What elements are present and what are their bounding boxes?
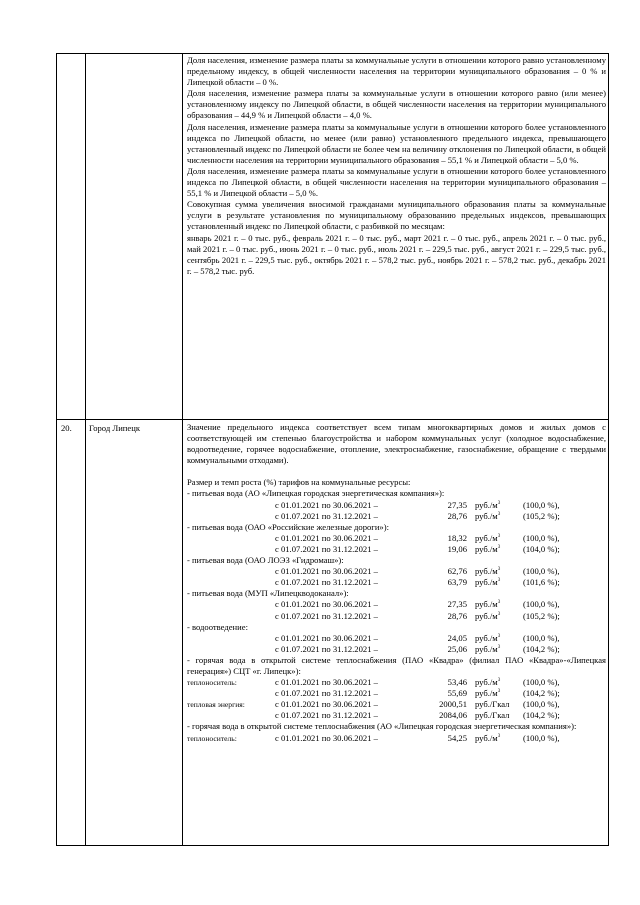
tariff-unit-text: руб./м xyxy=(475,732,498,743)
paragraph: Доля населения, изменение размера платы за коммунальные услуги в отношении которого более установленного индекса по Липецкой области, в общей численности населения на территории муниципального образования – 55,1 % и Липецкой области – 5,0 %. xyxy=(187,165,606,199)
tariff-growth-percent: (100,0 %), xyxy=(523,632,560,643)
tariff-value: 28,76 xyxy=(447,510,467,521)
cubic-superscript: 3 xyxy=(497,578,501,584)
tariff-resource-label xyxy=(187,599,275,610)
paragraph: Доля населения, изменение размера платы за коммунальные услуги в отношении которого равно установленному предельному индексу, в общей численности населения на территории муниципального образования – 0 % и Липецкой области – 0 %. xyxy=(187,55,606,88)
tariff-unit-text: руб./м xyxy=(475,532,498,543)
tariff-period: с 01.07.2021 по 31.12.2021 – xyxy=(275,688,378,699)
tariff-resource-label xyxy=(187,500,275,511)
tariff-period: с 01.07.2021 по 31.12.2021 – xyxy=(275,610,378,621)
tariff-value: 27,35 xyxy=(447,499,467,510)
tariff-group-heading: - горячая вода в открытой системе теплоснабжения (ПАО «Квадра» (филиал ПАО «Квадра»-«Липецкая генерация») СЦТ «г. Липецк»): xyxy=(187,654,606,676)
tariff-row xyxy=(187,710,606,721)
tariff-value: 55,69 xyxy=(447,688,467,699)
tariff-row xyxy=(187,500,606,511)
tariff-resource-label xyxy=(187,544,275,555)
tariff-unit xyxy=(475,611,523,622)
tariff-unit xyxy=(475,566,523,577)
tariff-resource-label xyxy=(187,533,275,544)
tariff-row xyxy=(187,677,606,688)
tariff-value: 25,06 xyxy=(447,643,467,654)
tariff-period: с 01.07.2021 по 31.12.2021 – xyxy=(275,510,378,521)
cubic-superscript: 3 xyxy=(497,533,501,539)
tariff-unit-text: руб./м xyxy=(475,632,498,643)
tariff-growth-percent: (104,2 %); xyxy=(523,688,560,699)
tariff-growth-percent: (100,0 %), xyxy=(523,499,560,510)
tariff-unit xyxy=(475,677,523,688)
paragraph: Доля населения, изменение размера платы за коммунальные услуги в отношении которого более установленного индекса по Липецкой области, но менее (или равно) установленного предельного индекса, превышающего установленный индекс по Липецкой области не более чем на величину отклонения по Липецкой области, в общей численности населения на территории муниципального образования – 55,1 % и Липецкой области – 5,0 %. xyxy=(187,121,606,165)
tariff-growth-percent: (100,0 %), xyxy=(523,532,560,543)
tariff-resource-label xyxy=(187,688,275,699)
tariff-resource-label xyxy=(187,710,275,721)
tariff-growth-percent: (104,2 %); xyxy=(523,643,560,654)
tariff-unit xyxy=(475,533,523,544)
tariff-unit xyxy=(475,599,523,610)
tariff-unit-text: руб./м xyxy=(475,643,498,654)
cubic-superscript: 3 xyxy=(497,689,501,695)
tariff-row xyxy=(187,566,606,577)
cubic-superscript: 3 xyxy=(497,544,501,550)
document-table xyxy=(56,53,609,846)
tariff-group xyxy=(187,655,606,722)
tariff-row xyxy=(187,599,606,610)
tariff-unit-text: руб./м xyxy=(475,677,498,688)
tariff-period: с 01.01.2021 по 30.06.2021 – xyxy=(275,632,378,643)
tariff-unit-text: руб./м xyxy=(475,577,498,588)
row-divider xyxy=(57,419,608,420)
tariff-group-heading: - водоотведение: xyxy=(187,621,248,632)
tariff-value: 28,76 xyxy=(447,610,467,621)
tariff-unit xyxy=(475,644,523,655)
tariff-unit-text: руб./м xyxy=(475,543,498,554)
tariff-value: 54,25 xyxy=(447,732,467,743)
tariff-unit-text: руб./м xyxy=(475,566,498,577)
tariff-group-heading: - питьевая вода (ОАО «Российские железные дороги»): xyxy=(187,521,389,532)
tariff-period: с 01.01.2021 по 30.06.2021 – xyxy=(275,732,378,743)
rates-heading: Размер и темп роста (%) тарифов на коммунальные ресурсы: xyxy=(187,477,411,488)
tariff-growth-percent: (100,0 %), xyxy=(523,732,560,743)
cubic-superscript: 3 xyxy=(497,567,501,573)
tariff-value: 2084,06 xyxy=(439,710,467,721)
tariff-group-heading: - горячая вода в открытой системе теплоснабжения (АО «Липецкая городская энергетическая компания»): xyxy=(187,721,577,732)
tariff-resource-label xyxy=(187,566,275,577)
tariff-value: 62,76 xyxy=(447,566,467,577)
tariff-groups xyxy=(187,488,606,743)
tariff-row xyxy=(187,511,606,522)
cubic-superscript: 3 xyxy=(497,633,501,639)
cubic-superscript: 3 xyxy=(497,733,501,739)
tariff-row xyxy=(187,644,606,655)
municipality-name: Город Липецк xyxy=(89,423,140,433)
tariff-resource-label: теплоноситель: xyxy=(187,733,237,743)
tariff-row xyxy=(187,577,606,588)
tariff-group xyxy=(187,721,606,743)
tariff-value: 24,05 xyxy=(447,632,467,643)
tariff-unit xyxy=(475,511,523,522)
tariff-group xyxy=(187,622,606,655)
tariff-period: с 01.01.2021 по 30.06.2021 – xyxy=(275,599,378,610)
tariff-period: с 01.01.2021 по 30.06.2021 – xyxy=(275,566,378,577)
tariff-group xyxy=(187,522,606,555)
tariff-value: 18,32 xyxy=(447,532,467,543)
tariff-growth-percent: (100,0 %), xyxy=(523,599,560,610)
column-divider xyxy=(85,54,86,845)
tariff-unit-text: руб./м xyxy=(475,688,498,699)
tariff-value: 63,79 xyxy=(447,577,467,588)
paragraph: январь 2021 г. – 0 тыс. руб., февраль 2021 г. – 0 тыс. руб., март 2021 г. – 0 тыс. руб., апрель 2021 г. – 0 тыс. руб., май 2021 г. – 0 тыс. руб., июнь 2021 г. – 0 тыс. руб., июль 2021 г. – 229,5 тыс. руб., август 2021 г. – 229,5 тыс. руб., сентябрь 2021 г. – 229,5 тыс. руб., октябрь 2021 г. – 578,2 тыс. руб., ноябрь 2021 г. – 578,2 тыс. руб., декабрь 2021 г. – 578,2 тыс. руб. xyxy=(187,232,606,276)
tariff-unit-text: руб./м xyxy=(475,510,498,521)
tariff-row xyxy=(187,544,606,555)
tariff-period: с 01.07.2021 по 31.12.2021 – xyxy=(275,710,378,721)
tariff-unit-text: руб./Гкал xyxy=(475,699,510,710)
tariff-unit xyxy=(475,688,523,699)
tariff-growth-percent: (100,0 %), xyxy=(523,566,560,577)
paragraph: Совокупная сумма увеличения вносимой гражданами муниципального образования платы за коммунальные услуги в результате установления по муниципальному образованию предельных индексов, превышающих установленный индекс по Липецкой области, с разбивкой по месяцам: xyxy=(187,199,606,232)
tariff-period: с 01.01.2021 по 30.06.2021 – xyxy=(275,677,378,688)
tariff-resource-label: тепловая энергия: xyxy=(187,700,245,710)
tariff-row xyxy=(187,533,606,544)
tariff-unit xyxy=(475,544,523,555)
row-number: 20. xyxy=(61,423,72,433)
tariff-unit-text: руб./м xyxy=(475,599,498,610)
tariff-period: с 01.07.2021 по 31.12.2021 – xyxy=(275,543,378,554)
tariff-row xyxy=(187,699,606,710)
tariff-unit xyxy=(475,633,523,644)
tariff-period: с 01.01.2021 по 30.06.2021 – xyxy=(275,699,378,710)
tariff-growth-percent: (101,6 %); xyxy=(523,577,560,588)
paragraph: Доля населения, изменение размера платы за коммунальные услуги в отношении которого равно (или менее) установленному индексу по Липецкой области, в общей численности населения на территории муниципального образования – 44,9 % и Липецкой области – 4,0 %. xyxy=(187,88,606,121)
tariff-growth-percent: (100,0 %), xyxy=(523,677,560,688)
tariff-growth-percent: (105,2 %); xyxy=(523,610,560,621)
spacer xyxy=(187,466,606,477)
tariff-unit xyxy=(475,733,523,744)
tariff-unit-text: руб./Гкал xyxy=(475,710,510,721)
tariff-unit-text: руб./м xyxy=(475,499,498,510)
tariff-row xyxy=(187,733,606,744)
top-section-text xyxy=(187,55,606,277)
tariff-group xyxy=(187,488,606,521)
tariff-value: 53,46 xyxy=(447,677,467,688)
tariff-row xyxy=(187,633,606,644)
tariff-row xyxy=(187,688,606,699)
column-divider xyxy=(182,54,183,845)
tariff-value: 2000,51 xyxy=(439,699,467,710)
cubic-superscript: 3 xyxy=(497,511,501,517)
tariff-resource-label xyxy=(187,511,275,522)
tariff-unit-text: руб./м xyxy=(475,610,498,621)
tariff-growth-percent: (104,0 %); xyxy=(523,543,560,554)
tariff-period: с 01.01.2021 по 30.06.2021 – xyxy=(275,532,378,543)
cubic-superscript: 3 xyxy=(497,678,501,684)
cubic-superscript: 3 xyxy=(497,500,501,506)
tariff-unit xyxy=(475,500,523,511)
tariff-period: с 01.07.2021 по 31.12.2021 – xyxy=(275,643,378,654)
tariff-resource-label xyxy=(187,644,275,655)
intro-paragraph: Значение предельного индекса соответствует всем типам многоквартирных домов и жилых домов с соответствующей им степенью благоустройства и набором коммунальных услуг (холодное водоснабжение, водоотведение, горячее водоснабжение, отопление, электроснабжение, газоснабжение, обращение с твердыми коммунальными отходами). xyxy=(187,422,606,466)
cubic-superscript: 3 xyxy=(497,611,501,617)
tariff-unit xyxy=(475,577,523,588)
tariff-group-heading: - питьевая вода (ОАО ЛОЭЗ «Гидромаш»): xyxy=(187,555,344,566)
tariff-resource-label xyxy=(187,633,275,644)
tariff-resource-label: теплоноситель: xyxy=(187,678,237,688)
tariff-growth-percent: (105,2 %); xyxy=(523,510,560,521)
tariff-group-heading: - питьевая вода (МУП «Липецкводоканал»): xyxy=(187,588,349,599)
tariff-unit xyxy=(475,699,523,710)
tariff-group-heading: - питьевая вода (АО «Липецкая городская энергетическая компания»): xyxy=(187,488,445,499)
tariff-resource-label xyxy=(187,577,275,588)
tariff-growth-percent: (104,2 %); xyxy=(523,710,560,721)
tariff-row xyxy=(187,611,606,622)
tariff-group xyxy=(187,555,606,588)
tariff-group xyxy=(187,588,606,621)
tariff-growth-percent: (100,0 %), xyxy=(523,699,560,710)
tariff-period: с 01.07.2021 по 31.12.2021 – xyxy=(275,577,378,588)
tariff-unit xyxy=(475,710,523,721)
cubic-superscript: 3 xyxy=(497,600,501,606)
tariff-value: 27,35 xyxy=(447,599,467,610)
tariff-resource-label xyxy=(187,611,275,622)
row20-content xyxy=(187,422,606,744)
tariff-period: с 01.01.2021 по 30.06.2021 – xyxy=(275,499,378,510)
tariff-value: 19,06 xyxy=(447,543,467,554)
cubic-superscript: 3 xyxy=(497,644,501,650)
